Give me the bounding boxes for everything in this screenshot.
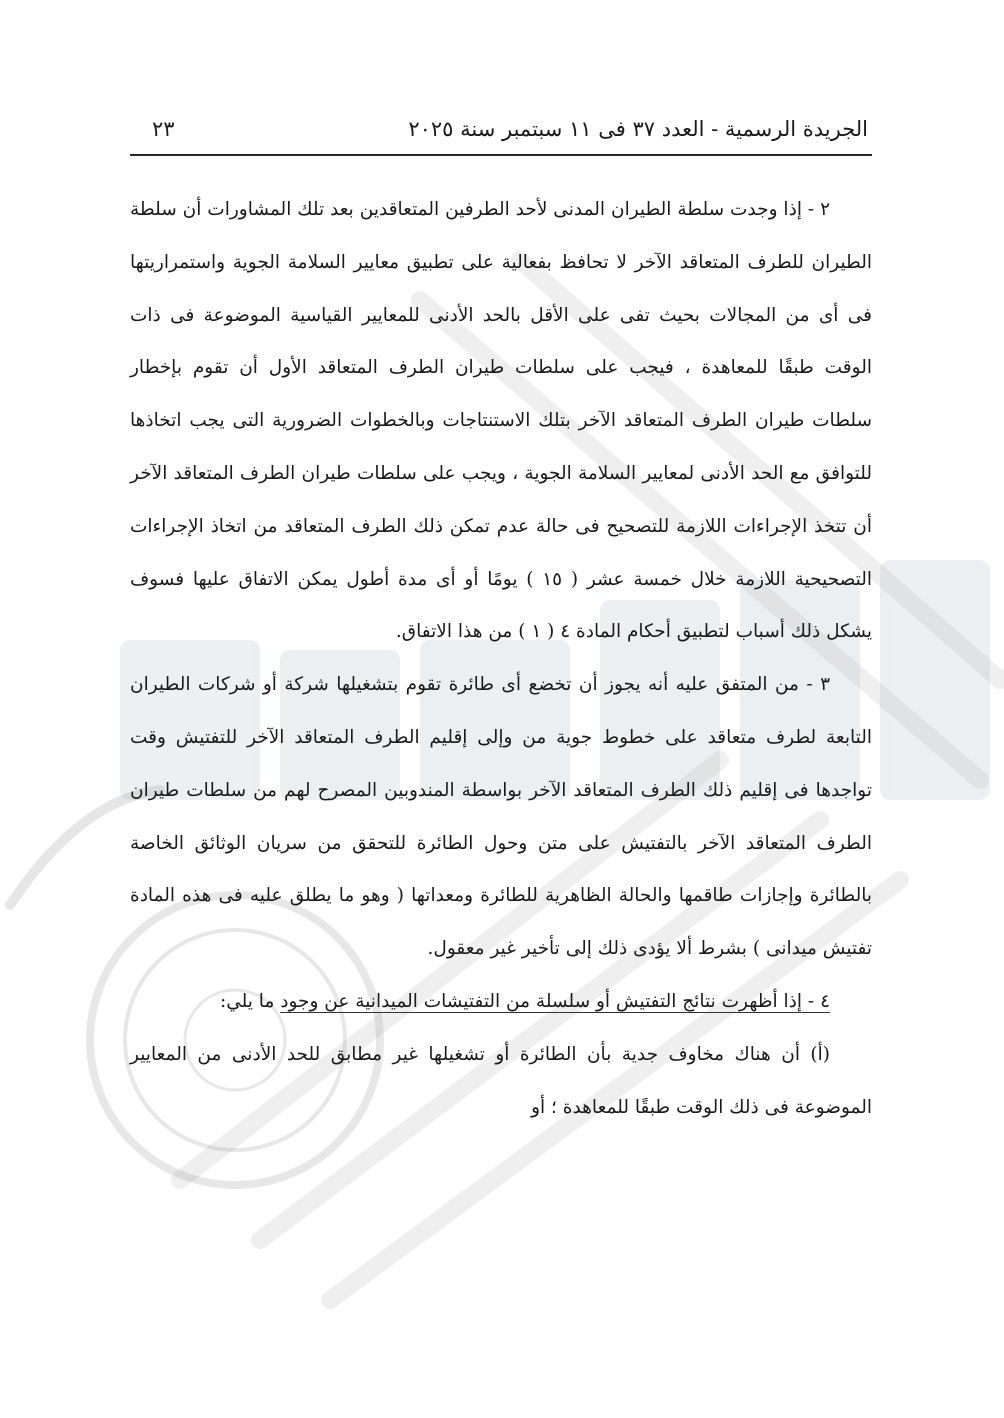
paragraph-4-underlined: ٤ - إذا أظهرت نتائج التفتيش أو سلسلة من التفتيشات الميدانية عن وجود (280, 990, 830, 1012)
list-item-a: (أ) أن هناك مخاوف جدية بأن الطائرة أو تشغيلها غير مطابق للحد الأدنى من المعايير الموضوعة فى ذلك الوقت طبقًا للمعاهدة ؛ أو (130, 1043, 872, 1118)
page-number: ٢٣ (152, 117, 175, 141)
body-text (130, 184, 872, 1134)
gazette-page (130, 104, 872, 1134)
header-title: الجريدة الرسمية - العدد ٣٧ فى ١١ سبتمبر سنة ٢٠٢٥ (408, 117, 868, 141)
page-header (130, 104, 872, 156)
paragraph-3: ٣ - من المتفق عليه أنه يجوز أن تخضع أى طائرة تقوم بتشغيلها شركة أو شركات الطيران التابعة لطرف متعاقد على خطوط جوية من وإلى إقليم الطرف المتعاقد الآخر للتفتيش وقت تواجدها فى إقليم ذلك الطرف المتعاقد الآخر بواسطة المندوبين المصرح لهم من سلطات طيران الطرف المتعاقد الآخر بالتفتيش على متن وحول الطائرة للتحقق من سريان الوثائق الخاصة بالطائرة وإجازات طاقمها والحالة الظاهرية للطائرة ومعداتها ( وهو ما يطلق عليه فى هذه المادة تفتيش ميدانى ) بشرط ألا يؤدى ذلك إلى تأخير غير معقول. (130, 674, 872, 960)
paragraph-4-rest: ما يلي: (220, 990, 275, 1012)
paragraph-2: ٢ - إذا وجدت سلطة الطيران المدنى لأحد الطرفين المتعاقدين بعد تلك المشاورات أن سلطة الطيران للطرف المتعاقد الآخر لا تحافظ بفعالية على تطبيق معايير السلامة الجوية واستمراريتها فى أى من المجالات بحيث تفى على الأقل بالحد الأدنى للمعايير القياسية الموضوعة فى ذات الوقت طبقًا للمعاهدة ، فيجب على سلطات طيران الطرف المتعاقد الأول أن تقوم بإخطار سلطات طيران الطرف المتعاقد الآخر بتلك الاستنتاجات وبالخطوات الضرورية التى يجب اتخاذها للتوافق مع الحد الأدنى لمعايير السلامة الجوية ، ويجب على سلطات طيران الطرف المتعاقد الآخر أن تتخذ الإجراءات اللازمة للتصحيح فى حالة عدم تمكن ذلك الطرف المتعاقد من اتخاذ الإجراءات التصحيحية اللازمة خلال خمسة عشر ( ١٥ ) يومًا أو أى مدة أطول يمكن الاتفاق عليها فسوف يشكل ذلك أسباب لتطبيق أحكام المادة ٤ ( ١ ) من هذا الاتفاق. (130, 199, 873, 643)
paragraph-4 (130, 976, 872, 1029)
